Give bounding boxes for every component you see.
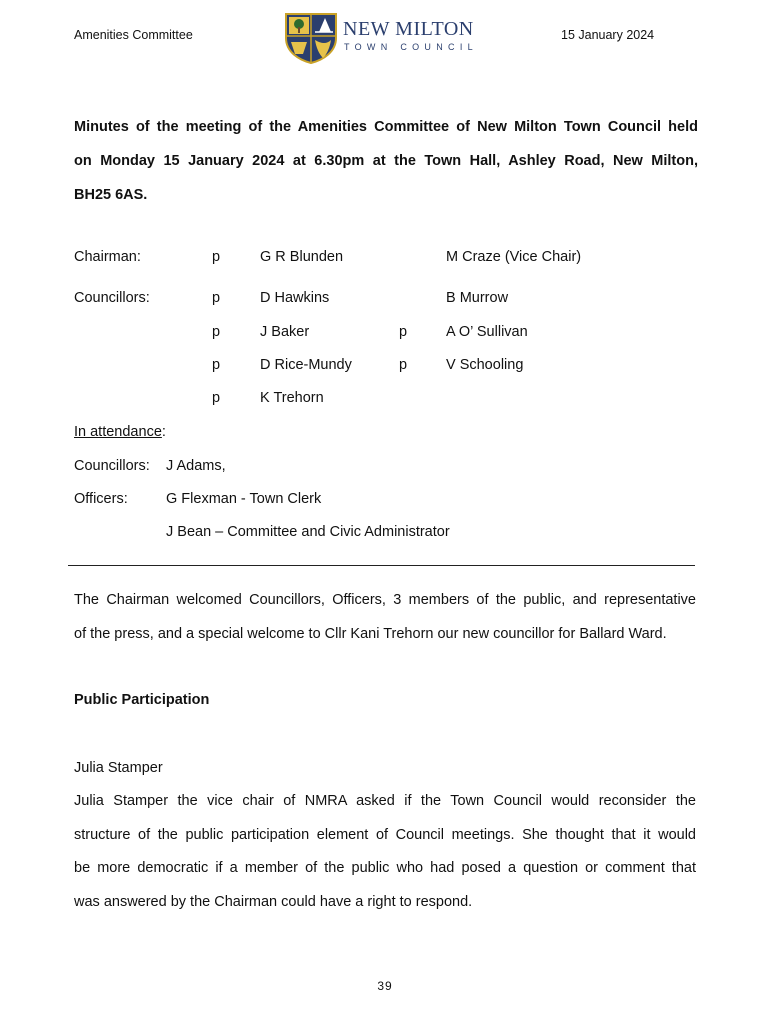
paragraph-line: The Chairman welcomed Councillors, Officers, 3 members of the public, and representative — [74, 592, 696, 608]
title-line: BH25 6AS. — [74, 187, 148, 203]
present-mark: p — [212, 324, 221, 340]
councillors-label: Councillors: — [74, 290, 150, 306]
member-name: K Trehorn — [260, 390, 324, 406]
member-name: G R Blunden — [260, 249, 344, 265]
present-mark: p — [399, 357, 408, 373]
section-divider — [68, 565, 695, 566]
present-mark: p — [212, 390, 221, 406]
header-date: 15 January 2024 — [561, 28, 655, 42]
attendance-councillors-value: J Adams, — [166, 458, 226, 474]
present-mark: p — [212, 249, 221, 265]
speaker-name: Julia Stamper — [74, 760, 163, 776]
member-name: D Hawkins — [260, 290, 330, 306]
paragraph-line: Julia Stamper the vice chair of NMRA asked if the Town Council would reconsider the — [74, 793, 696, 809]
member-name: D Rice-Mundy — [260, 357, 352, 373]
logo-subtitle: TOWN COUNCIL — [344, 42, 478, 52]
page-number: 39 — [377, 979, 393, 993]
in-attendance-heading: In attendance: — [74, 424, 166, 440]
title-line: on Monday 15 January 2024 at 6.30pm at the Town Hall, Ashley Road, New Milton, — [74, 153, 698, 169]
council-logo — [283, 12, 488, 64]
officers-label: Officers: — [74, 491, 128, 507]
present-mark: p — [212, 357, 221, 373]
welcome-paragraph — [74, 584, 696, 651]
paragraph-line: structure of the public participation element of Council meetings. She thought that it would — [74, 826, 696, 843]
title-line: Minutes of the meeting of the Amenities Committee of New Milton Town Council held — [74, 119, 698, 135]
public-participation-paragraph — [74, 785, 696, 919]
member-name: M Craze (Vice Chair) — [446, 249, 582, 265]
header-committee-name: Amenities Committee — [74, 28, 193, 42]
member-name: B Murrow — [446, 290, 509, 306]
present-mark: p — [399, 324, 408, 340]
minutes-title — [74, 110, 698, 212]
public-participation-heading: Public Participation — [74, 692, 210, 708]
present-mark: p — [212, 290, 221, 306]
officer-entry: G Flexman - Town Clerk — [166, 491, 322, 507]
officer-entry: J Bean – Committee and Civic Administrator — [166, 524, 450, 540]
member-name: A O’ Sullivan — [446, 324, 528, 340]
paragraph-line: be more democratic if a member of the public who had posed a question or comment that — [74, 860, 696, 877]
member-name: J Baker — [260, 324, 310, 340]
attendance-councillors-label: Councillors: — [74, 458, 150, 474]
paragraph-line: of the press, and a special welcome to Cllr Kani Trehorn our new councillor for Ballard Ward. — [74, 625, 667, 642]
logo-title: NEW MILTON — [343, 18, 474, 40]
chairman-label: Chairman: — [74, 249, 141, 265]
paragraph-line: was answered by the Chairman could have a right to respond. — [74, 893, 473, 910]
council-crest-icon — [283, 12, 339, 64]
member-name: V Schooling — [446, 357, 524, 373]
